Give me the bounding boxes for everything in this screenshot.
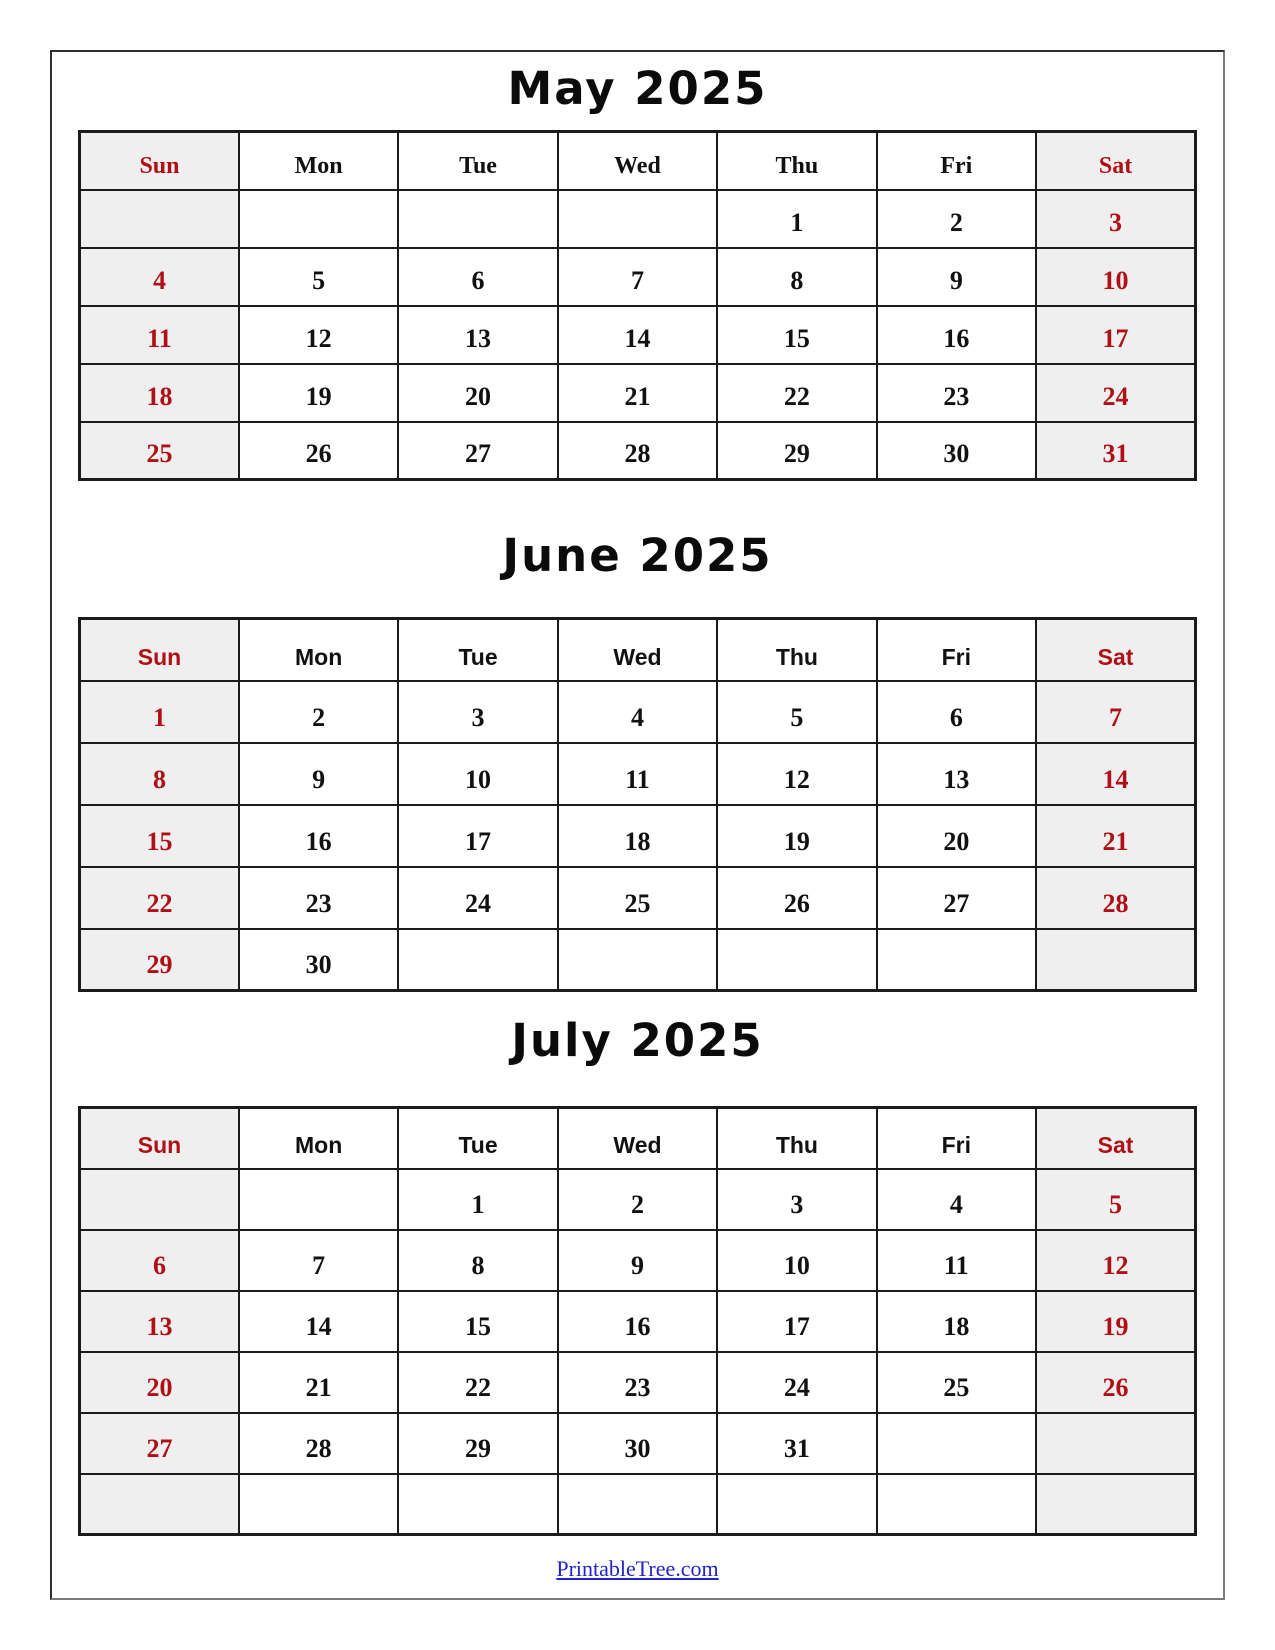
weekday-header-thu: Thu [717,619,876,681]
day-cell-2: 2 [239,681,398,743]
day-cell-30: 30 [877,422,1036,480]
week-row [80,306,1196,364]
week-row [80,1291,1196,1352]
week-row [80,743,1196,805]
day-cell-4: 4 [877,1169,1036,1230]
day-cell-6: 6 [877,681,1036,743]
weekday-header-fri: Fri [877,1108,1036,1169]
weekday-header-thu: Thu [717,132,876,190]
weekday-header-fri: Fri [877,132,1036,190]
weekday-header-sat: Sat [1036,132,1195,190]
day-cell-29: 29 [80,929,239,991]
day-cell-10: 10 [398,743,557,805]
page-frame [50,50,1225,1600]
week-row [80,929,1196,991]
week-row [80,805,1196,867]
weekday-header-tue: Tue [398,619,557,681]
day-cell-30: 30 [558,1413,717,1474]
day-cell-22: 22 [80,867,239,929]
day-cell-24: 24 [1036,364,1195,422]
day-cell-27: 27 [80,1413,239,1474]
day-cell-7: 7 [558,248,717,306]
day-cell-7: 7 [239,1230,398,1291]
day-cell-28: 28 [558,422,717,480]
day-cell-empty [239,1169,398,1230]
week-row [80,1169,1196,1230]
day-cell-20: 20 [877,805,1036,867]
day-cell-empty [398,929,557,991]
week-row [80,1352,1196,1413]
day-cell-8: 8 [80,743,239,805]
weekday-header-sat: Sat [1036,1108,1195,1169]
day-cell-14: 14 [1036,743,1195,805]
day-cell-5: 5 [1036,1169,1195,1230]
day-cell-9: 9 [877,248,1036,306]
weekday-header-sun: Sun [80,132,239,190]
day-cell-22: 22 [717,364,876,422]
weekday-header-wed: Wed [558,1108,717,1169]
day-cell-14: 14 [558,306,717,364]
day-cell-empty [717,1474,876,1535]
month-section-july [78,1012,1197,1536]
day-cell-23: 23 [239,867,398,929]
day-cell-10: 10 [1036,248,1195,306]
day-cell-empty [558,929,717,991]
day-cell-12: 12 [717,743,876,805]
day-cell-15: 15 [80,805,239,867]
weekday-header-mon: Mon [239,1108,398,1169]
day-cell-3: 3 [398,681,557,743]
day-cell-6: 6 [398,248,557,306]
day-cell-9: 9 [558,1230,717,1291]
weekday-header-wed: Wed [558,619,717,681]
weekday-header-sat: Sat [1036,619,1195,681]
day-cell-8: 8 [717,248,876,306]
weekday-header-tue: Tue [398,1108,557,1169]
day-cell-27: 27 [877,867,1036,929]
day-cell-13: 13 [398,306,557,364]
week-row [80,1230,1196,1291]
weekday-header-sun: Sun [80,619,239,681]
day-cell-22: 22 [398,1352,557,1413]
footer [78,1556,1197,1582]
day-cell-empty [80,1169,239,1230]
day-cell-24: 24 [398,867,557,929]
day-cell-26: 26 [239,422,398,480]
day-cell-14: 14 [239,1291,398,1352]
day-cell-12: 12 [1036,1230,1195,1291]
day-cell-empty [877,1413,1036,1474]
footer-site-link[interactable]: PrintableTree.com [556,1556,719,1581]
week-row [80,1474,1196,1535]
weekday-header-tue: Tue [398,132,557,190]
day-cell-2: 2 [877,190,1036,248]
week-row [80,1413,1196,1474]
day-cell-empty [80,1474,239,1535]
month-section-may [78,60,1197,481]
day-cell-24: 24 [717,1352,876,1413]
weekday-header-fri: Fri [877,619,1036,681]
day-cell-31: 31 [1036,422,1195,480]
day-cell-20: 20 [398,364,557,422]
calendar-table-july [78,1106,1197,1536]
day-cell-3: 3 [717,1169,876,1230]
day-cell-13: 13 [877,743,1036,805]
day-cell-30: 30 [239,929,398,991]
day-cell-11: 11 [80,306,239,364]
day-cell-8: 8 [398,1230,557,1291]
day-cell-empty [877,1474,1036,1535]
day-cell-19: 19 [717,805,876,867]
day-cell-1: 1 [398,1169,557,1230]
day-cell-21: 21 [1036,805,1195,867]
day-cell-18: 18 [80,364,239,422]
day-cell-29: 29 [398,1413,557,1474]
day-cell-empty [558,1474,717,1535]
day-cell-empty [558,190,717,248]
calendar-table-june [78,617,1197,992]
weekday-header-wed: Wed [558,132,717,190]
month-section-june [78,527,1197,992]
weekday-header-mon: Mon [239,132,398,190]
day-cell-27: 27 [398,422,557,480]
day-cell-19: 19 [1036,1291,1195,1352]
week-row [80,681,1196,743]
day-cell-5: 5 [717,681,876,743]
week-row [80,364,1196,422]
day-cell-empty [1036,1474,1195,1535]
month-title-june: June 2025 [502,529,773,582]
day-cell-19: 19 [239,364,398,422]
day-cell-7: 7 [1036,681,1195,743]
day-cell-1: 1 [717,190,876,248]
day-cell-10: 10 [717,1230,876,1291]
day-cell-empty [1036,1413,1195,1474]
week-row [80,867,1196,929]
day-cell-23: 23 [877,364,1036,422]
day-cell-15: 15 [398,1291,557,1352]
day-cell-21: 21 [239,1352,398,1413]
day-cell-28: 28 [239,1413,398,1474]
calendar-table-may [78,130,1197,481]
day-cell-20: 20 [80,1352,239,1413]
day-cell-25: 25 [80,422,239,480]
day-cell-28: 28 [1036,867,1195,929]
week-row [80,248,1196,306]
day-cell-empty [717,929,876,991]
day-cell-16: 16 [877,306,1036,364]
day-cell-empty [1036,929,1195,991]
day-cell-empty [398,190,557,248]
day-cell-empty [80,190,239,248]
day-cell-29: 29 [717,422,876,480]
week-row [80,422,1196,480]
day-cell-21: 21 [558,364,717,422]
day-cell-9: 9 [239,743,398,805]
day-cell-23: 23 [558,1352,717,1413]
day-cell-26: 26 [1036,1352,1195,1413]
day-cell-12: 12 [239,306,398,364]
day-cell-16: 16 [558,1291,717,1352]
week-row [80,190,1196,248]
day-cell-18: 18 [877,1291,1036,1352]
day-cell-25: 25 [558,867,717,929]
weekday-header-sun: Sun [80,1108,239,1169]
day-cell-11: 11 [558,743,717,805]
day-cell-13: 13 [80,1291,239,1352]
day-cell-2: 2 [558,1169,717,1230]
day-cell-empty [398,1474,557,1535]
day-cell-empty [239,1474,398,1535]
weekday-header-thu: Thu [717,1108,876,1169]
day-cell-25: 25 [877,1352,1036,1413]
day-cell-empty [239,190,398,248]
day-cell-1: 1 [80,681,239,743]
day-cell-16: 16 [239,805,398,867]
weekday-header-mon: Mon [239,619,398,681]
day-cell-4: 4 [558,681,717,743]
day-cell-15: 15 [717,306,876,364]
month-title-may: May 2025 [507,62,768,115]
day-cell-5: 5 [239,248,398,306]
day-cell-empty [877,929,1036,991]
day-cell-26: 26 [717,867,876,929]
day-cell-17: 17 [398,805,557,867]
day-cell-3: 3 [1036,190,1195,248]
day-cell-11: 11 [877,1230,1036,1291]
day-cell-31: 31 [717,1413,876,1474]
day-cell-6: 6 [80,1230,239,1291]
month-title-july: July 2025 [511,1014,764,1067]
day-cell-18: 18 [558,805,717,867]
day-cell-4: 4 [80,248,239,306]
day-cell-17: 17 [1036,306,1195,364]
day-cell-17: 17 [717,1291,876,1352]
